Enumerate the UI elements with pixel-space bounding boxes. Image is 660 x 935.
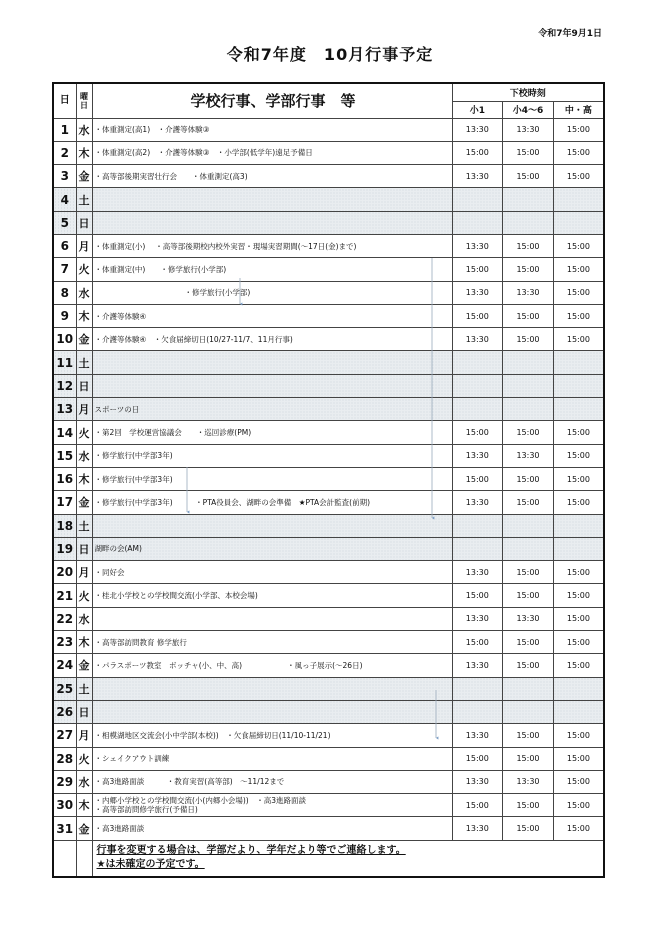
schedule-row [53,211,604,234]
event-text [92,677,452,700]
dismissal-sho4-6: 15:00 [503,467,554,490]
weekday: 木 [76,467,92,490]
dismissal-sho1: 13:30 [452,724,503,747]
dismissal-chu-ko [553,700,604,723]
dismissal-chu-ko [553,351,604,374]
dismissal-chu-ko: 15:00 [553,304,604,327]
header-day: 日 [53,83,76,118]
schedule-row [53,188,604,211]
day-number: 22 [53,607,76,630]
dismissal-sho4-6: 15:00 [503,165,554,188]
dismissal-sho1: 15:00 [452,584,503,607]
weekday: 火 [76,584,92,607]
dismissal-sho4-6: 15:00 [503,654,554,677]
dismissal-sho4-6 [503,374,554,397]
event-text [92,211,452,234]
dismissal-chu-ko: 15:00 [553,770,604,793]
weekday: 木 [76,141,92,164]
event-text [92,794,452,817]
weekday: 日 [76,211,92,234]
event-text: ・体重測定(高2) ・介護等体験③ ・小学部(低学年)遠足予備日 [92,141,452,164]
day-number: 14 [53,421,76,444]
dismissal-sho1: 13:30 [452,654,503,677]
dismissal-chu-ko: 15:00 [553,467,604,490]
schedule-row [53,467,604,490]
dismissal-sho1: 13:30 [452,328,503,351]
dismissal-sho4-6 [503,398,554,421]
event-text [92,607,452,630]
schedule-row [53,281,604,304]
schedule-row [53,654,604,677]
header-events: 学校行事、学部行事 等 [92,83,452,118]
weekday: 金 [76,328,92,351]
weekday: 木 [76,304,92,327]
dismissal-sho1 [452,351,503,374]
schedule-table [52,82,605,878]
dismissal-sho1 [452,514,503,537]
dismissal-sho4-6 [503,211,554,234]
event-text [92,188,452,211]
dismissal-sho1: 13:30 [452,234,503,257]
weekday: 日 [76,537,92,560]
weekday: 水 [76,118,92,141]
schedule-row [53,141,604,164]
schedule-row [53,351,604,374]
weekday: 木 [76,631,92,654]
dismissal-sho4-6: 15:00 [503,631,554,654]
schedule-row [53,700,604,723]
day-number: 16 [53,467,76,490]
dismissal-sho1: 13:30 [452,607,503,630]
event-text: ・第2回 学校運営協議会 ・巡回診療(PM) [92,421,452,444]
dismissal-sho1 [452,188,503,211]
dismissal-chu-ko: 15:00 [553,724,604,747]
dismissal-chu-ko: 15:00 [553,747,604,770]
schedule-row [53,165,604,188]
schedule-row [53,514,604,537]
event-line: ・高等部訪問修学旅行(予備日) [94,805,198,815]
weekday: 水 [76,444,92,467]
day-number: 5 [53,211,76,234]
weekday: 火 [76,258,92,281]
schedule-row [53,374,604,397]
event-line: ・内郷小学校との学校間交流(小(内郷小会場)) ・高3進路面談 [94,796,306,806]
dismissal-chu-ko [553,188,604,211]
event-text: スポーツの日 [92,398,452,421]
day-number: 29 [53,770,76,793]
dismissal-sho1: 15:00 [452,794,503,817]
event-text [92,351,452,374]
schedule-row [53,444,604,467]
event-text: ・同好会 [92,561,452,584]
dismissal-sho4-6: 15:00 [503,561,554,584]
event-text: ・体重測定(中) ・修学旅行(小学部) [92,258,452,281]
weekday: 土 [76,514,92,537]
dismissal-sho4-6: 15:00 [503,304,554,327]
dismissal-sho1 [452,211,503,234]
event-text: ・修学旅行(小学部) [92,281,452,304]
schedule-row [53,328,604,351]
dismissal-chu-ko: 15:00 [553,561,604,584]
day-number: 31 [53,817,76,840]
dismissal-chu-ko: 15:00 [553,258,604,281]
dismissal-sho4-6: 15:00 [503,584,554,607]
dismissal-sho4-6: 15:00 [503,794,554,817]
event-text: ・修学旅行(中学部3年) ・PTA役員会、湖畔の会準備 ★PTA会計監査(前期) [92,491,452,514]
day-number: 7 [53,258,76,281]
event-text: ・修学旅行(中学部3年) [92,444,452,467]
day-number: 28 [53,747,76,770]
dismissal-sho1: 15:00 [452,631,503,654]
dismissal-chu-ko [553,537,604,560]
day-number: 8 [53,281,76,304]
schedule-row [53,794,604,817]
event-text: ・桂北小学校との学校間交流(小学部、本校会場) [92,584,452,607]
dismissal-chu-ko: 15:00 [553,584,604,607]
day-number: 6 [53,234,76,257]
dismissal-chu-ko: 15:00 [553,421,604,444]
schedule-row [53,491,604,514]
event-text: 湖畔の会(AM) [92,537,452,560]
dismissal-sho4-6: 13:30 [503,444,554,467]
dismissal-sho1: 13:30 [452,118,503,141]
day-number: 10 [53,328,76,351]
schedule-row [53,304,604,327]
day-number: 19 [53,537,76,560]
event-text [92,514,452,537]
schedule-row [53,631,604,654]
dismissal-sho4-6: 13:30 [503,770,554,793]
day-number: 25 [53,677,76,700]
day-number: 13 [53,398,76,421]
footer-row [53,840,604,877]
event-text: ・体重測定(小) ・高等部後期校内校外実習・現場実習期間(～17日(金)まで) [92,234,452,257]
header-col-chu-ko: 中・高 [553,101,604,118]
dismissal-sho1: 13:30 [452,817,503,840]
weekday: 金 [76,165,92,188]
weekday: 月 [76,561,92,584]
dismissal-chu-ko: 15:00 [553,794,604,817]
dismissal-sho4-6: 15:00 [503,141,554,164]
dismissal-sho1: 15:00 [452,421,503,444]
event-text: ・介護等体験④ ・欠食届締切日(10/27-11/7、11月行事) [92,328,452,351]
day-number: 24 [53,654,76,677]
weekday: 金 [76,817,92,840]
schedule-row [53,118,604,141]
event-text: ・体重測定(高1) ・介護等体験③ [92,118,452,141]
weekday: 火 [76,747,92,770]
dismissal-chu-ko [553,211,604,234]
dismissal-chu-ko: 15:00 [553,141,604,164]
weekday: 木 [76,794,92,817]
header-col-sho1: 小1 [452,101,503,118]
dismissal-sho1: 13:30 [452,165,503,188]
dismissal-sho1 [452,374,503,397]
schedule-row [53,677,604,700]
header-col-sho4-6: 小4～6 [503,101,554,118]
dismissal-sho4-6 [503,677,554,700]
dismissal-chu-ko: 15:00 [553,328,604,351]
schedule-row [53,258,604,281]
event-text: ・修学旅行(中学部3年) [92,467,452,490]
dismissal-chu-ko [553,374,604,397]
dismissal-sho1: 13:30 [452,281,503,304]
dismissal-sho4-6 [503,537,554,560]
dismissal-sho1 [452,677,503,700]
dismissal-chu-ko [553,677,604,700]
dismissal-sho4-6: 13:30 [503,607,554,630]
schedule-row [53,607,604,630]
weekday: 土 [76,188,92,211]
dismissal-sho1: 13:30 [452,444,503,467]
dismissal-chu-ko: 15:00 [553,654,604,677]
schedule-row [53,421,604,444]
day-number: 2 [53,141,76,164]
dismissal-sho4-6: 15:00 [503,234,554,257]
dismissal-sho4-6 [503,351,554,374]
event-text [92,374,452,397]
schedule-row [53,770,604,793]
day-number: 11 [53,351,76,374]
dismissal-sho4-6: 15:00 [503,258,554,281]
day-number: 4 [53,188,76,211]
dismissal-sho1 [452,398,503,421]
schedule-row [53,584,604,607]
dismissal-chu-ko [553,398,604,421]
event-text: ・シェイクアウト訓練 [92,747,452,770]
weekday: 月 [76,724,92,747]
dismissal-sho4-6: 15:00 [503,817,554,840]
dismissal-sho1: 15:00 [452,467,503,490]
header-weekday: 曜日 [76,83,92,118]
event-text: ・高等部訪問教育 修学旅行 [92,631,452,654]
dismissal-sho4-6 [503,514,554,537]
dismissal-chu-ko: 15:00 [553,817,604,840]
page-title: 令和7年度 10月行事予定 [226,45,434,64]
event-text: ・相模湖地区交流会(小中学部(本校)) ・欠食届締切日(11/10-11/21) [92,724,452,747]
event-text [92,700,452,723]
schedule-row [53,747,604,770]
dismissal-sho1 [452,537,503,560]
dismissal-chu-ko: 15:00 [553,491,604,514]
dismissal-chu-ko [553,514,604,537]
header-dismissal: 下校時刻 [452,83,604,101]
weekday: 火 [76,421,92,444]
dismissal-chu-ko: 15:00 [553,607,604,630]
day-number: 27 [53,724,76,747]
dismissal-sho1 [452,700,503,723]
day-number: 23 [53,631,76,654]
dismissal-sho1: 15:00 [452,258,503,281]
weekday: 金 [76,654,92,677]
day-number: 20 [53,561,76,584]
weekday: 日 [76,374,92,397]
dismissal-sho1: 13:30 [452,770,503,793]
dismissal-sho4-6: 15:00 [503,491,554,514]
day-number: 12 [53,374,76,397]
day-number: 18 [53,514,76,537]
weekday: 水 [76,770,92,793]
dismissal-sho4-6: 13:30 [503,281,554,304]
dismissal-sho4-6 [503,700,554,723]
document-date: 令和7年9月1日 [538,29,602,39]
schedule-row [53,234,604,257]
dismissal-sho1: 15:00 [452,304,503,327]
event-text: ・パラスポーツ教室 ボッチャ(小、中、高) ・風っ子展示(～26日) [92,654,452,677]
dismissal-sho4-6: 15:00 [503,421,554,444]
dismissal-chu-ko: 15:00 [553,281,604,304]
schedule-row [53,398,604,421]
weekday: 月 [76,398,92,421]
event-text: ・高等部後期実習壮行会 ・体重測定(高3) [92,165,452,188]
event-text: ・高3進路面談 ・教育実習(高等部) ～11/12まで [92,770,452,793]
dismissal-chu-ko: 15:00 [553,631,604,654]
event-text: ・介護等体験④ [92,304,452,327]
dismissal-sho1: 13:30 [452,491,503,514]
weekday: 水 [76,607,92,630]
day-number: 21 [53,584,76,607]
day-number: 1 [53,118,76,141]
day-number: 15 [53,444,76,467]
day-number: 3 [53,165,76,188]
schedule-row [53,817,604,840]
weekday: 土 [76,677,92,700]
dismissal-sho4-6: 15:00 [503,328,554,351]
weekday: 金 [76,491,92,514]
dismissal-sho4-6 [503,188,554,211]
day-number: 9 [53,304,76,327]
weekday: 土 [76,351,92,374]
weekday: 日 [76,700,92,723]
footer-note-2: ★は未確定の予定です。 [96,859,205,871]
schedule-row [53,561,604,584]
dismissal-chu-ko: 15:00 [553,118,604,141]
dismissal-chu-ko: 15:00 [553,234,604,257]
event-text: ・高3進路面談 [92,817,452,840]
dismissal-chu-ko: 15:00 [553,444,604,467]
footer-notes [92,840,604,877]
schedule-row [53,724,604,747]
schedule-row [53,537,604,560]
dismissal-sho1: 15:00 [452,141,503,164]
footer-note-1: 行事を変更する場合は、学部だより、学年だより等でご連絡します。 [96,845,406,857]
weekday: 水 [76,281,92,304]
day-number: 26 [53,700,76,723]
day-number: 30 [53,794,76,817]
dismissal-sho4-6: 13:30 [503,118,554,141]
day-number: 17 [53,491,76,514]
dismissal-chu-ko: 15:00 [553,165,604,188]
dismissal-sho4-6: 15:00 [503,747,554,770]
dismissal-sho1: 13:30 [452,561,503,584]
dismissal-sho1: 15:00 [452,747,503,770]
weekday: 月 [76,234,92,257]
dismissal-sho4-6: 15:00 [503,724,554,747]
